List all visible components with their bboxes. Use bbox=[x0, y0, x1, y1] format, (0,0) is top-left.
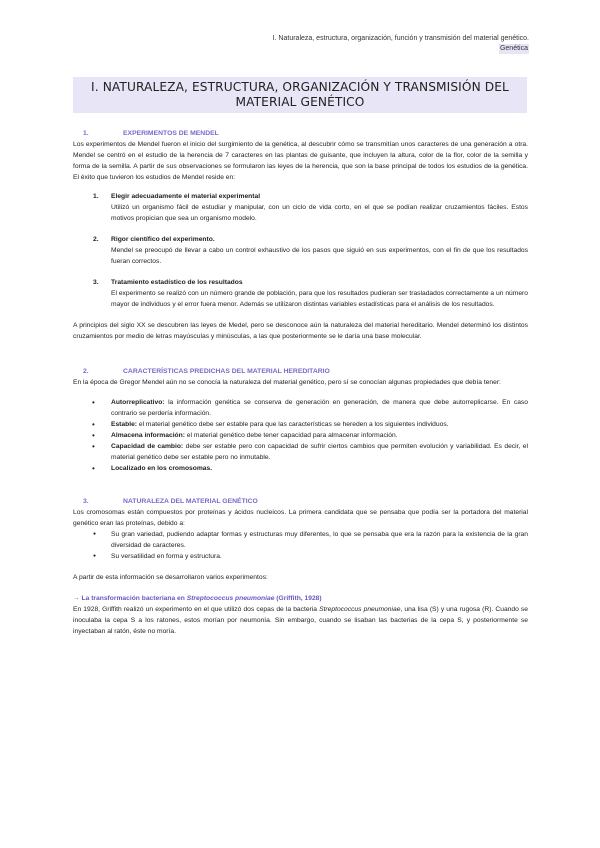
section1-intro: Los experimentos de Mendel fueron el inicio del surgimiento de la genética, al descubrir cómo se transmitían unos caracteres de una generación a otra. Mendel se centró en el estudio de la herencia de 7 caracteres en las plantas de guisante, que incluyen la altura, color de la flor, color de la semilla y forma de la semilla. A partir de sus observaciones se formularon las leyes de la herencia, que son la base principal de todos los estudios de la genética. El éxito que tuvieron los estudios de Mendel reside en: bbox=[73, 141, 528, 181]
section-heading-3 bbox=[73, 496, 528, 507]
section-heading-2 bbox=[73, 366, 528, 377]
list-item: • Localizado en los cromosomas. bbox=[73, 463, 528, 474]
list-item: ● Su gran variedad, pudiendo adaptar formas y estructuras muy diferentes, lo que se pensaba que era la razón para la existencia de la gran diversidad de caracteres. bbox=[73, 529, 528, 551]
section-number: 1. bbox=[83, 130, 89, 137]
section-title: CARACTERÍSTICAS PREDICHAS DEL MATERIAL HEREDITARIO bbox=[123, 368, 330, 375]
list-item: • Almacena información: el material genético debe tener capacidad para almacenar información. bbox=[73, 430, 528, 441]
list-item: • Autorreplicativo: la información genética se conserva de generación en generación, de manera que debe autorreplicarse. En caso contrario se perdería información. bbox=[73, 397, 528, 419]
section-title: EXPERIMENTOS DE MENDEL bbox=[123, 130, 219, 137]
header-subject: Genética bbox=[499, 45, 528, 52]
header-chapter: I. Naturaleza, estructura, organización, función y transmisión del material genético. bbox=[272, 35, 529, 42]
list-item: 3. Tratamiento estadístico de los resultados El experimento se realizó con un número grande de población, para que los resultados pudieran ser trasladados correctamente a un número mayor de individuos y el error fuera menor. Además se utilizaron distintas variables estadísticas para el análisis de los resultados. bbox=[93, 279, 528, 308]
griffith-paragraph: En 1928, Griffith realizó un experimento en el que utilizó dos cepas de la bacteria Streptococcus pneumoniae, una lisa (S) y una rugosa (R). Cuando se inoculaba la cepa S a los ratones, estos morían por neumonía. Sin embargo, cuando se lisaban las bacterias de la cepa S, y posteriormente se inyectaban al ratón, éste no moría. bbox=[73, 606, 528, 635]
section-number: 3. bbox=[83, 498, 89, 505]
experiment-heading: → La transformación bacteriana en Streptococcus pneumoniae (Griffith, 1928) bbox=[73, 595, 322, 602]
list-item: • Capacidad de cambio: debe ser estable pero con capacidad de sufrir ciertos cambios que permiten evolución y variabilidad. Es decir, el material genético debe ser estable pero no inmutable. bbox=[73, 441, 528, 463]
list-item: • Estable: el material genético debe ser estable para que las características se hereden a los siguientes individuos. bbox=[73, 419, 528, 430]
section-heading-1 bbox=[73, 128, 528, 139]
protein-reasons-list bbox=[73, 529, 528, 562]
section3-intro: Los cromosomas están compuestos por proteínas y ácidos nucleicos. La primera candidata que se pensaba que podía ser la portadora del material genético eran las proteínas, debido a: bbox=[73, 509, 528, 527]
section-title: NATURALEZA DEL MATERIAL GENÉTICO bbox=[123, 498, 258, 505]
section1-closing: A principios del siglo XX se descubren las leyes de Medel, pero se desconoce aún la naturaleza del material hereditario. Mendel determinó los distintos cruzamientos por medio de letras mayúsculas y minúsculas, a las que posteriormente se le daría una base molecular. bbox=[73, 322, 528, 340]
properties-list bbox=[73, 397, 528, 474]
main-content bbox=[73, 128, 528, 637]
list-item: 2. Rigor científico del experimento. Mendel se preocupó de llevar a cabo un control exhaustivo de los pasos que siguió en sus experimentos, con el fin de que los resultados fueran correctos. bbox=[93, 236, 528, 265]
title-line-2: MATERIAL GENÉTICO bbox=[235, 95, 365, 109]
title-box bbox=[73, 77, 527, 113]
section-number: 2. bbox=[83, 368, 89, 375]
page-title bbox=[73, 77, 527, 110]
section3-after: A partir de esta información se desarrollaron varios experimentos: bbox=[73, 574, 268, 581]
running-header bbox=[273, 34, 529, 54]
section2-intro: En la época de Gregor Mendel aún no se conocía la naturaleza del material genético, pero sí se conocían algunas propiedades que debía tener: bbox=[73, 379, 501, 386]
title-line-1: I. NATURALEZA, ESTRUCTURA, ORGANIZACIÓN Y TRANSMISIÓN DEL bbox=[91, 80, 509, 94]
list-item: ● Su versatilidad en forma y estructura. bbox=[73, 551, 528, 562]
mendel-success-list bbox=[73, 191, 528, 310]
list-item: 1. Elegir adecuadamente el material experimental Utilizó un organismo fácil de estudiar y manipular, con un ciclo de vida corto, en el que se podían realizar cruzamientos fáciles. Estos motivos propician que sea un organismo modelo. bbox=[93, 193, 528, 222]
